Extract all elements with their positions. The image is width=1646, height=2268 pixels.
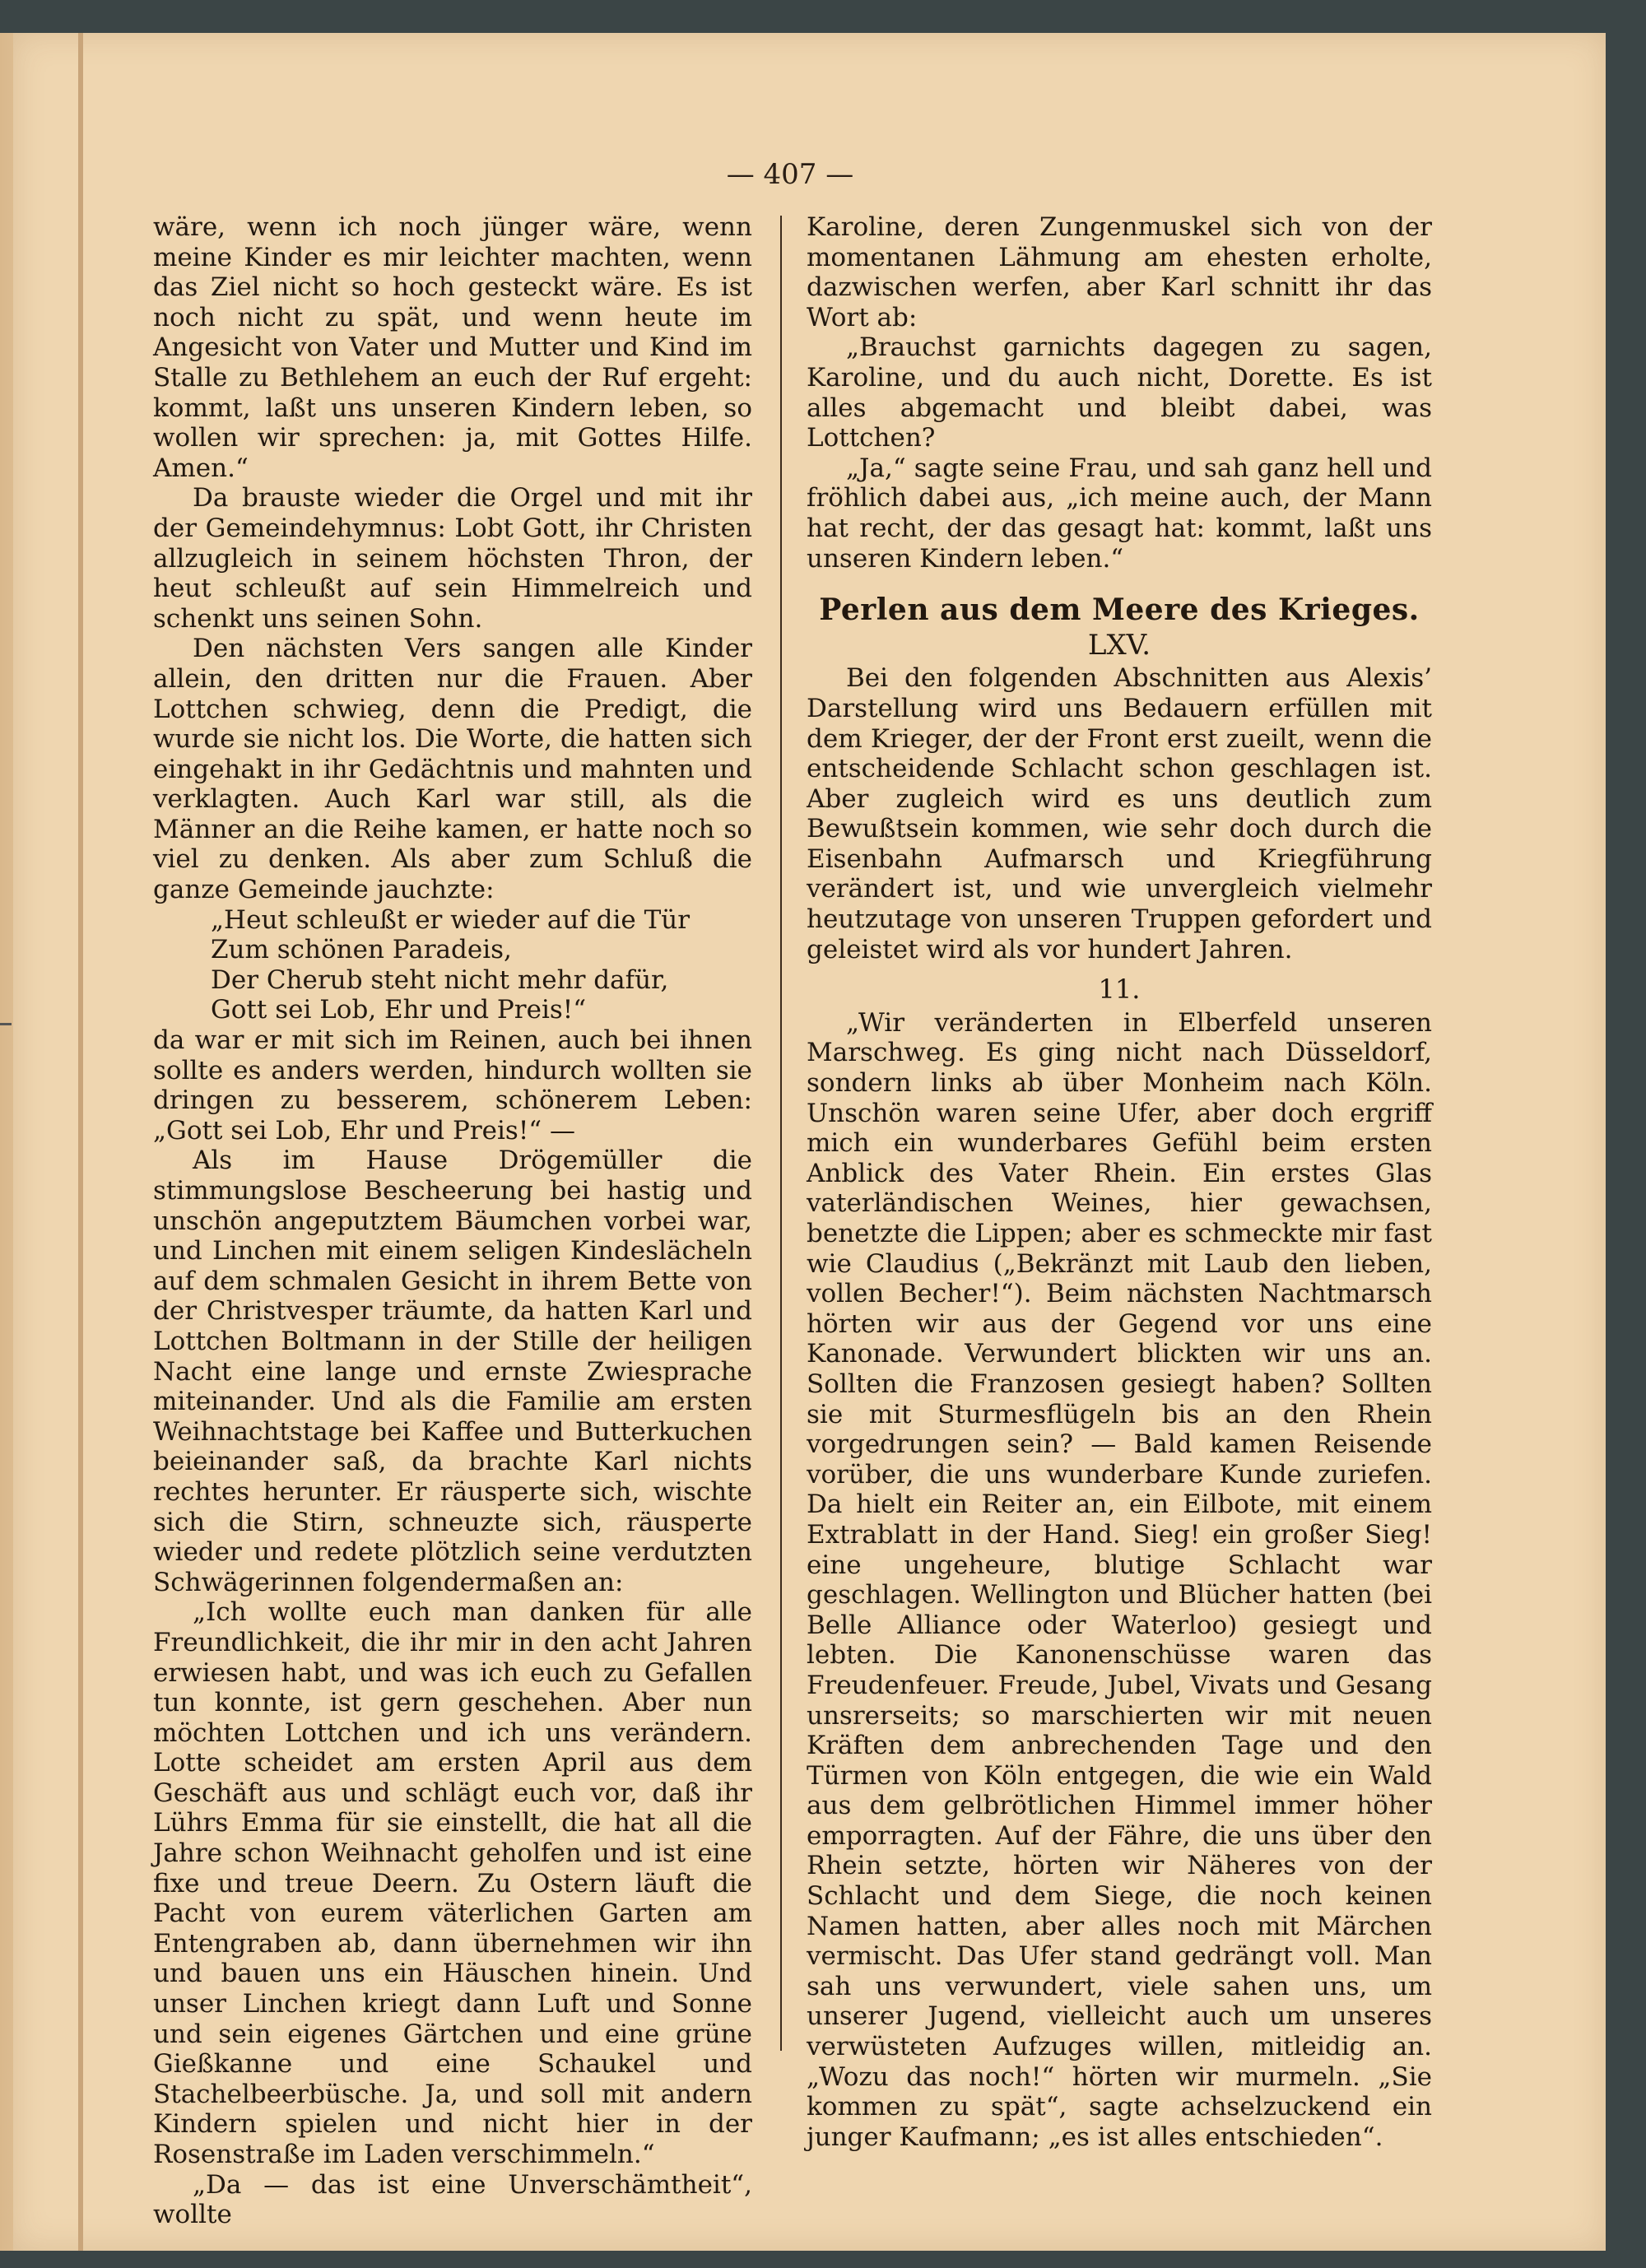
section-number: LXV. xyxy=(1087,628,1151,662)
right-column xyxy=(807,212,1432,2152)
page-number: — 407 — xyxy=(726,158,854,191)
paragraph: „Brauchst garnichts dagegen zu sagen, Karoline, und du auch nicht, Dorette. Es ist alles abgemacht und bleibt dabei, was Lottchen? xyxy=(807,332,1432,453)
paragraph: da war er mit sich im Reinen, auch bei ihnen sollte es anders werden, hindurch wollten sie dringen zu besserem, schönerem Leben: „Gott sei Lob, Ehr und Preis!“ — xyxy=(153,1025,752,1146)
verse-line: Zum schönen Paradeis, xyxy=(211,935,512,965)
paragraph: Als im Hause Drögemüller die stimmungslose Bescheerung bei hastig und unschön angeputztem Bäumchen vorbei war, und Linchen mit einem seligen Kindeslächeln auf dem schmalen Gesicht in ihrem Bette von der Christvesper träumte, da hatten Karl und Lottchen Boltmann in der Stille der heiligen Nacht eine lange und ernste Zwiesprache miteinander. Und als die Familie am ersten Weihnachtstage bei Kaffee und Butterkuchen beieinander saß, da brachte Karl nichts rechtes herunter. Er räusperte sich, wischte sich die Stirn, schneuzte sich, räusperte wieder und redete plötzlich seine verdutzten Schwägerinnen folgendermaßen an: xyxy=(153,1146,752,1597)
paragraph: „Ich wollte euch man danken für alle Freundlichkeit, die ihr mir in den acht Jahren erwiesen habt, und was ich euch zu Gefallen tun konnte, ist gern geschehen. Aber nun möchten Lottchen und ich uns verändern. Lotte scheidet am ersten April aus dem Geschäft aus und schlägt euch vor, daß ihr Lührs Emma für sie einstellt, die hat all die Jahre schon Weihnacht geholfen und ist eine fixe und treue Deern. Zu Ostern läuft die Pacht von eurem väterlichen Garten am Entengraben ab, dann übernehmen wir ihn und bauen uns ein Häuschen hinein. Und unser Linchen kriegt dann Luft und Sonne und sein eigenes Gärtchen und eine grüne Gießkanne und eine Schaukel und Stachelbeerbüsche. Ja, und soll mit andern Kindern spielen und nicht hier in der Rosenstraße im Laden verschimmeln.“ xyxy=(153,1597,752,2169)
margin-mark xyxy=(0,1023,12,1025)
section-heading: Perlen aus dem Meere des Krieges. xyxy=(819,593,1420,628)
paragraph: Da brauste wieder die Orgel und mit ihr der Gemeindehymnus: Lobt Gott, ihr Christen allzugleich in seinem höchsten Thron, der heut schleußt auf sein Himmelreich und schenkt uns seinen Sohn. xyxy=(153,483,752,634)
column-divider xyxy=(780,216,782,2051)
paragraph: Bei den folgenden Abschnitten aus Alexis’ Darstellung wird uns Bedauern erfüllen mit dem Krieger, der der Front erst zueilt, wenn die entscheidende Schlacht schon geschlagen ist. Aber zugleich wird es uns deutlich zum Bewußtsein kommen, wie sehr doch durch die Eisenbahn Aufmarsch und Kriegführung verändert ist, und wie unvergleich vielmehr heutzutage von unseren Truppen gefordert und geleistet wird als vor hundert Jahren. xyxy=(807,663,1432,964)
verse-line: Der Cherub steht nicht mehr dafür, xyxy=(211,964,669,995)
left-column xyxy=(153,212,752,2230)
verse-line: Gott sei Lob, Ehr und Preis!“ xyxy=(211,995,587,1025)
hymn-verse xyxy=(211,905,752,1025)
paragraph: Den nächsten Vers sangen alle Kinder allein, den dritten nur die Frauen. Aber Lottchen schwieg, denn die Predigt, die wurde sie nicht los. Die Worte, die hatten sich eingehakt in ihr Gedächtnis und mahnten und verklagten. Auch Karl war still, als die Männer an die Reihe kamen, er hatte noch so viel zu denken. Als aber zum Schluß die ganze Gemeinde jauchzte: xyxy=(153,634,752,905)
paragraph: „Da — das ist eine Unverschämtheit“, wollte xyxy=(153,2169,752,2230)
subsection-number: 11. xyxy=(1098,974,1141,1006)
paragraph: „Ja,“ sagte seine Frau, und sah ganz hell und fröhlich dabei aus, „ich meine auch, der Mann hat recht, der das gesagt hat: kommt, laßt uns unseren Kindern leben.“ xyxy=(807,453,1432,574)
paragraph: wäre, wenn ich noch jünger wäre, wenn meine Kinder es mir leichter machten, wenn das Ziel nicht so hoch gesteckt wäre. Es ist noch nicht zu spät, und wenn heute im Angesicht von Vater und Mutter und Kind im Stalle zu Bethlehem an euch der Ruf ergeht: kommt, laßt uns unseren Kindern leben, so wollen wir sprechen: ja, mit Gottes Hilfe. Amen.“ xyxy=(153,212,752,483)
page-fold xyxy=(78,33,83,2251)
paragraph: Karoline, deren Zungenmuskel sich von der momentanen Lähmung am ehesten erholte, dazwischen werfen, aber Karl schnitt ihr das Wort ab: xyxy=(807,212,1432,332)
verse-line: „Heut schleußt er wieder auf die Tür xyxy=(211,904,690,935)
paragraph: „Wir veränderten in Elberfeld unseren Marschweg. Es ging nicht nach Düsseldorf, sondern links ab über Monheim nach Köln. Unschön waren seine Ufer, aber doch ergriff mich ein wunderbares Gefühl beim ersten Anblick des Vater Rhein. Ein erstes Glas vaterländischen Weines, hier gewachsen, benetzte die Lippen; aber es schmeckte mir fast wie Claudius („Bekränzt mit Laub den lieben, vollen Becher!“). Beim nächsten Nachtmarsch hörten wir aus der Gegend vor uns eine Kanonade. Verwundert blickten wir uns an. Sollten die Franzosen gesiegt haben? Sollten sie mit Sturmesflügeln bis an den Rhein vorgedrungen sein? — Bald kamen Reisende vorüber, die uns wunderbare Kunde zuriefen. Da hielt ein Reiter an, ein Eilbote, mit einem Extrablatt in der Hand. Sieg! ein großer Sieg! eine ungeheure, blutige Schlacht war geschlagen. Wellington und Blücher hatten (bei Belle Alliance oder Waterloo) gesiegt und lebten. Die Kanonenschüsse waren das Freudenfeuer. Freude, Jubel, Vivats und Gesang unsrerseits; so marschierten wir mit neuen Kräften dem anbrechenden Tage und den Türmen von Köln entgegen, die wie ein Wald aus dem gelbrötlichen Himmel immer höher emporragten. Auf der Fähre, die uns über den Rhein setzte, hörten wir Näheres von der Schlacht und dem Siege, die noch keinen Namen hatten, aber alles noch mit Märchen vermischt. Das Ufer stand gedrängt voll. Man sah uns verwundert, viele sahen uns, um unserer Jugend, vielleicht auch um unseres verwüsteten Aufzuges willen, mitleidig an. „Wozu das noch!“ hörten wir murmeln. „Sie kommen zu spät“, sagte achselzuckend ein junger Kaufmann; „es ist alles entschieden“. xyxy=(807,1007,1432,2152)
